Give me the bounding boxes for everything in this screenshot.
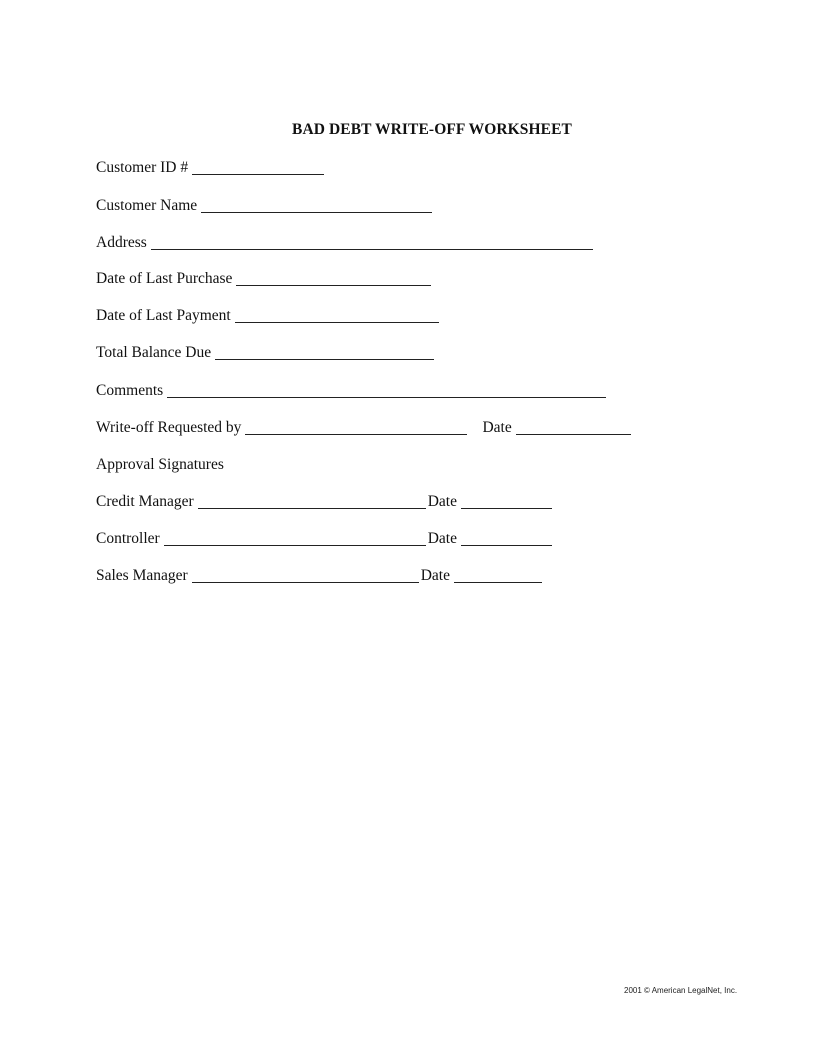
customer-name-label: Customer Name xyxy=(96,197,198,214)
controller-signature-blank[interactable] xyxy=(164,531,426,546)
writeoff-date-blank[interactable] xyxy=(516,420,631,435)
customer-id-label: Customer ID # xyxy=(96,159,189,176)
date-last-purchase-label: Date of Last Purchase xyxy=(96,270,233,287)
page-title: BAD DEBT WRITE-OFF WORKSHEET xyxy=(292,121,572,138)
sales-manager-date-blank[interactable] xyxy=(454,568,542,583)
sales-manager-signature-blank[interactable] xyxy=(192,568,419,583)
controller-date-label: Date xyxy=(427,530,457,547)
credit-manager-label: Credit Manager xyxy=(96,493,194,510)
date-last-purchase-row xyxy=(96,268,431,288)
approval-heading-row xyxy=(96,454,224,474)
credit-manager-date-label: Date xyxy=(427,493,457,510)
total-balance-due-row xyxy=(96,342,434,362)
customer-name-row xyxy=(96,195,432,215)
credit-manager-date-blank[interactable] xyxy=(461,494,552,509)
credit-manager-signature-blank[interactable] xyxy=(198,494,426,509)
controller-label: Controller xyxy=(96,530,160,547)
writeoff-date-label: Date xyxy=(482,419,512,436)
total-balance-due-label: Total Balance Due xyxy=(96,344,212,361)
sales-manager-label: Sales Manager xyxy=(96,567,188,584)
controller-date-blank[interactable] xyxy=(461,531,552,546)
writeoff-requested-label: Write-off Requested by xyxy=(96,419,242,436)
approval-heading: Approval Signatures xyxy=(96,456,224,473)
comments-blank[interactable] xyxy=(167,383,606,398)
copyright-footer: 2001 © American LegalNet, Inc. xyxy=(624,986,738,995)
address-blank[interactable] xyxy=(151,235,593,250)
address-label: Address xyxy=(96,234,147,251)
date-last-payment-blank[interactable] xyxy=(235,308,439,323)
customer-id-row xyxy=(96,157,324,177)
date-last-purchase-blank[interactable] xyxy=(236,271,431,286)
controller-row xyxy=(96,528,552,548)
address-row xyxy=(96,232,593,252)
customer-id-blank[interactable] xyxy=(192,160,324,175)
customer-name-blank[interactable] xyxy=(201,198,432,213)
credit-manager-row xyxy=(96,491,552,511)
comments-label: Comments xyxy=(96,382,164,399)
date-last-payment-label: Date of Last Payment xyxy=(96,307,231,324)
date-last-payment-row xyxy=(96,305,439,325)
sales-manager-row xyxy=(96,565,542,585)
writeoff-requested-row xyxy=(96,417,631,437)
total-balance-due-blank[interactable] xyxy=(215,345,434,360)
writeoff-requested-blank[interactable] xyxy=(245,420,467,435)
comments-row xyxy=(96,380,606,400)
sales-manager-date-label: Date xyxy=(420,567,450,584)
